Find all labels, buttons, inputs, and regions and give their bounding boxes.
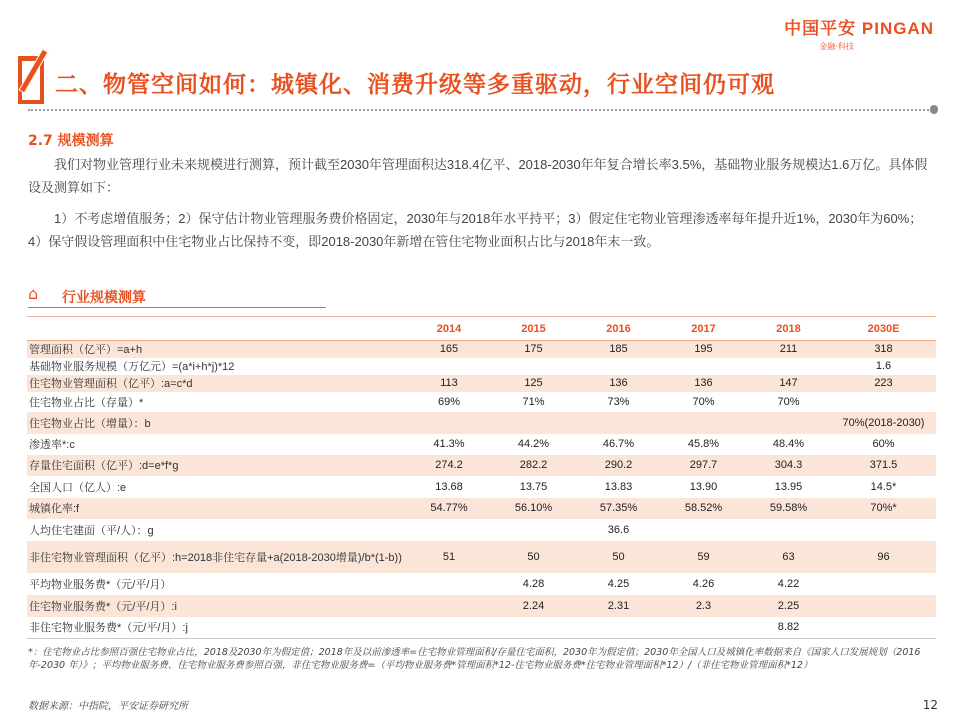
cell-value: 4.26 <box>692 577 715 590</box>
cell-value: 318 <box>831 341 936 358</box>
cell-value: 147 <box>746 375 831 392</box>
cell-value <box>491 617 576 639</box>
cell-value: 96 <box>831 541 936 573</box>
cell-value: 4.25 <box>607 577 630 590</box>
cell-value: 13.95 <box>774 480 803 493</box>
column-header: 2016 <box>576 317 661 341</box>
cell-value: 73% <box>607 395 630 408</box>
cell-value: 46.7% <box>602 438 635 450</box>
row-label: 全国人口（亿人）:e <box>29 481 127 494</box>
column-header: 2018 <box>746 317 831 341</box>
cell-value <box>407 595 491 617</box>
cell-value: 2.31 <box>576 595 661 617</box>
column-header: 2015 <box>491 317 576 341</box>
cell-value: 4.28 <box>522 577 545 590</box>
page-number: 12 <box>922 698 938 712</box>
cell-value: 2.25 <box>746 595 831 617</box>
divider-end-dot <box>930 105 938 114</box>
table-row <box>27 434 936 455</box>
cell-value: 56.10% <box>491 498 576 519</box>
cell-value <box>831 519 936 541</box>
cell-value: 45.8% <box>687 438 720 450</box>
cell-value: 165 <box>407 341 491 358</box>
cell-value: 50 <box>491 541 576 573</box>
cell-value <box>576 617 661 639</box>
cell-value: 70% <box>692 395 715 408</box>
cell-value <box>661 412 746 434</box>
cell-value: 44.2% <box>517 438 550 450</box>
cell-value <box>407 617 491 639</box>
table-row <box>27 476 936 498</box>
cell-value: 69% <box>437 395 461 408</box>
row-label: 住宅物业管理面积（亿平）:a=c*d <box>27 375 407 392</box>
cell-value: 282.2 <box>491 455 576 476</box>
cell-value <box>661 358 746 375</box>
table-row <box>27 341 936 358</box>
cell-value: 63 <box>746 541 831 573</box>
page-title: 二、物管空间如何：城镇化、消费升级等多重驱动，行业空间仍可观 <box>55 71 775 98</box>
cell-value: 195 <box>661 341 746 358</box>
data-source: 数据来源：中指院，平安证券研究所 <box>28 701 188 712</box>
row-label: 城镇化率:f <box>27 498 407 519</box>
cell-value <box>576 358 661 375</box>
logo-text: 中国平安 PINGAN <box>784 19 934 38</box>
cell-value: 290.2 <box>576 455 661 476</box>
cell-value: 297.7 <box>661 455 746 476</box>
cell-value: 13.90 <box>689 480 718 493</box>
cell-value: 185 <box>576 341 661 358</box>
column-header <box>27 317 407 341</box>
cell-value: 50 <box>576 541 661 573</box>
table-row <box>27 412 936 434</box>
scale-estimate-table <box>27 316 936 639</box>
house-icon: ⌂ <box>28 284 39 303</box>
table-row <box>27 595 936 617</box>
cell-value: 2.3 <box>661 595 746 617</box>
cell-value <box>491 519 576 541</box>
cell-value: 2.24 <box>491 595 576 617</box>
table-row <box>27 573 936 595</box>
cell-value: 59.58% <box>746 498 831 519</box>
cell-value: 175 <box>491 341 576 358</box>
row-label: 平均物业服务费*（元/平/月） <box>29 578 172 591</box>
table-row <box>27 455 936 476</box>
row-label: 住宅物业占比（存量）* <box>29 396 144 409</box>
cell-value <box>661 617 746 639</box>
column-header: 2030E <box>831 317 936 341</box>
cell-value: 371.5 <box>831 455 936 476</box>
table-row <box>27 541 936 573</box>
cell-value: 51 <box>407 541 491 573</box>
table-header-row <box>27 317 936 341</box>
row-label: 渗透率*:c <box>29 439 75 451</box>
cell-value <box>746 519 831 541</box>
cell-value <box>661 519 746 541</box>
cell-value: 8.82 <box>777 621 800 634</box>
cell-value: 71% <box>522 395 545 408</box>
cell-value <box>407 573 491 595</box>
cell-value: 13.83 <box>604 480 633 493</box>
table-title: 行业规模测算 <box>62 290 146 306</box>
cell-value <box>407 519 491 541</box>
cell-value <box>491 358 576 375</box>
table-row <box>27 392 936 412</box>
row-label: 基础物业服务规模（万亿元）=(a*i+h*j)*12 <box>29 361 235 373</box>
pencil-note-icon <box>18 56 44 104</box>
cell-value: 60% <box>872 438 895 450</box>
cell-value: 36.6 <box>607 523 630 536</box>
cell-value: 59 <box>661 541 746 573</box>
cell-value: 70% <box>777 395 800 408</box>
cell-value <box>831 573 936 595</box>
cell-value: 211 <box>746 341 831 358</box>
column-header: 2014 <box>407 317 491 341</box>
cell-value: 125 <box>491 375 576 392</box>
row-label: 存量住宅面积（亿平）:d=e*f*g <box>27 455 407 476</box>
cell-value: 54.77% <box>407 498 491 519</box>
table-title-underline <box>28 307 326 308</box>
assumptions-paragraph: 1）不考虑增值服务；2）保守估计物业管理服务费价格固定，2030年与2018年水平持平；3）假定住宅物业管理渗透率每年提升近1%，2030年为60%；4）保守假设管理面积中住宅物业占比保持不变，即2018-2030年新增在管住宅物业面积占比与2018年末一致。 <box>28 211 923 249</box>
table-row <box>27 358 936 375</box>
table-footnote: *：住宅物业占比参照百强住宅物业占比，2018及2030年为假定值；2018年及以前渗透率=住宅物业管理面积/存量住宅面积，2030年为假定值；2030年全国人口及城镇化率数据来自《国家人口发展规划（2016年-2030 年）》；平均物业服务费、住宅物业服务费参照百强，非住宅物业服务费=（平均物业服务费*管理面积*12-住宅物业服务费*住宅物业管理面积*12）/（非住宅物业管理面积*12） <box>28 647 921 671</box>
column-header: 2017 <box>661 317 746 341</box>
intro-paragraph: 我们对物业管理行业未来规模进行测算，预计截至2030年管理面积达318.4亿平、2018-2030年年复合增长率3.5%，基础物业服务规模达1.6万亿。具体假设及测算如下： <box>28 157 928 195</box>
cell-value: 136 <box>661 375 746 392</box>
cell-value: 4.22 <box>777 577 800 590</box>
table-row <box>27 519 936 541</box>
cell-value: 70%* <box>831 498 936 519</box>
cell-value: 14.5* <box>870 480 897 493</box>
cell-value: 223 <box>831 375 936 392</box>
cell-value <box>746 358 831 375</box>
cell-value <box>831 392 936 412</box>
row-label: 人均住宅建面（平/人）：g <box>29 524 154 537</box>
cell-value: 136 <box>576 375 661 392</box>
cell-value: 1.6 <box>875 360 892 372</box>
cell-value: 304.3 <box>746 455 831 476</box>
cell-value <box>491 412 576 434</box>
section-heading: 2.7 规模测算 <box>28 133 114 149</box>
cell-value <box>746 412 831 434</box>
cell-value: 13.75 <box>519 480 548 493</box>
cell-value: 57.35% <box>576 498 661 519</box>
row-label: 住宅物业占比（增量）：b <box>27 412 407 434</box>
cell-value: 13.68 <box>435 480 463 493</box>
cell-value: 113 <box>407 375 491 392</box>
table-row <box>27 498 936 519</box>
cell-value <box>576 412 661 434</box>
cell-value: 41.3% <box>433 438 465 450</box>
cell-value: 70%(2018-2030) <box>831 412 936 434</box>
cell-value <box>831 595 936 617</box>
cell-value: 58.52% <box>661 498 746 519</box>
row-label: 管理面积（亿平）=a+h <box>27 341 407 358</box>
row-label: 住宅物业服务费*（元/平/月）:i <box>27 595 407 617</box>
title-divider <box>28 109 936 111</box>
row-label: 非住宅物业服务费*（元/平/月）:j <box>29 622 188 635</box>
cell-value <box>831 617 936 639</box>
cell-value <box>407 358 491 375</box>
table-row <box>27 617 936 639</box>
logo-tagline: 金融·科技 <box>819 42 854 51</box>
pingan-logo <box>784 14 934 52</box>
cell-value: 274.2 <box>407 455 491 476</box>
row-label: 非住宅物业管理面积（亿平）:h=2018非住宅存量+a(2018-2030增量)/b*(1-b)) <box>27 541 407 573</box>
table-row <box>27 375 936 392</box>
cell-value <box>407 412 491 434</box>
cell-value: 48.4% <box>772 438 805 450</box>
